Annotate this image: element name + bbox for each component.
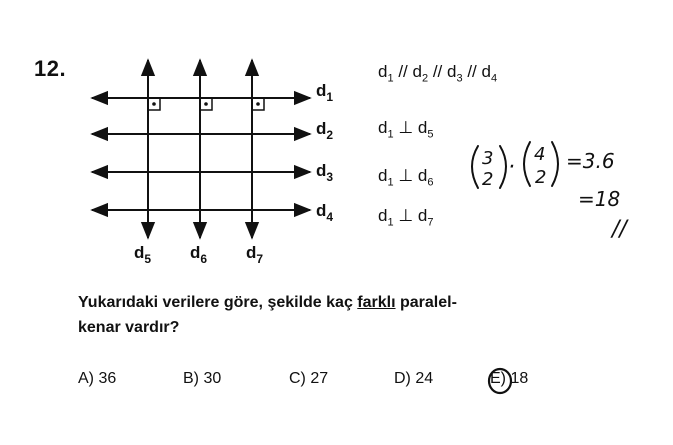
relation-parallel: $d_1 // d_2 // d_3 // d_4$ <box>378 62 498 85</box>
question-number: 12. <box>34 56 67 81</box>
label-d4: $d_4$ <box>316 201 334 224</box>
relation-perp-d7: $d_1$ ⊥ $d_7$ <box>378 206 434 229</box>
hw-comb1-bottom: 2 <box>482 169 494 190</box>
relation-perp-d6: $d_1$ ⊥ $d_6$ <box>378 166 434 189</box>
choice-d[interactable]: D) 24 <box>394 370 434 387</box>
answer-choices <box>0 370 673 394</box>
label-d2: $d_2$ <box>316 119 334 142</box>
hw-dot: · <box>508 155 515 180</box>
hw-comb2-bottom: 2 <box>535 167 547 188</box>
label-d7: $d_7$ <box>246 243 264 266</box>
label-d6: $d_6$ <box>190 243 208 266</box>
choice-c[interactable]: C) 27 <box>289 370 329 387</box>
choice-b[interactable]: B) 30 <box>183 370 222 387</box>
label-d1: $d_1$ <box>316 81 334 104</box>
hw-comb1-top: 3 <box>482 148 494 169</box>
hw-line1: =3.6 <box>566 149 615 173</box>
hw-line2: =18 <box>578 187 621 211</box>
hw-comb2-top: 4 <box>534 144 546 165</box>
label-d3: $d_3$ <box>316 161 334 184</box>
choice-a[interactable]: A) 36 <box>78 370 117 387</box>
hw-end-mark: // <box>612 217 627 242</box>
label-d5: $d_5$ <box>134 243 152 266</box>
question-text: Yukarıdaki verilere göre, şekilde kaç farklı paralel- kenar vardır? <box>78 294 457 336</box>
relation-perp-d5: $d_1$ ⊥ $d_5$ <box>378 118 434 141</box>
emphasized-word: farklı <box>357 294 396 311</box>
choice-e[interactable]: E) 18 <box>490 370 529 387</box>
selected-answer-circle <box>486 366 516 396</box>
